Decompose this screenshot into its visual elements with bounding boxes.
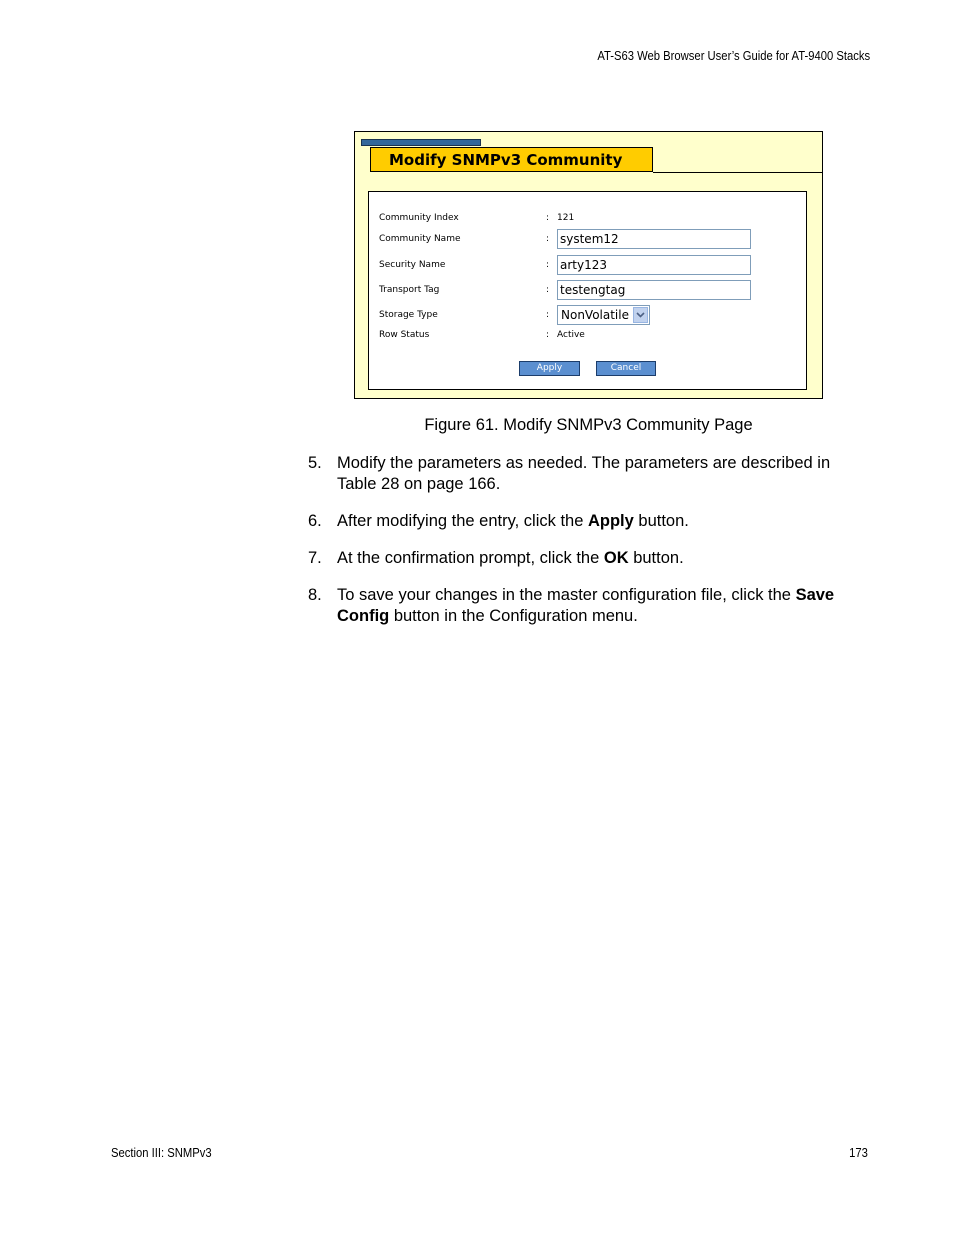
- step-item: [308, 511, 868, 532]
- community-index-row: [369, 207, 806, 229]
- modify-snmpv3-community-figure: [354, 131, 823, 399]
- transport-tag-input[interactable]: [557, 280, 751, 300]
- security-name-row: [369, 254, 806, 276]
- step-text: At the confirmation prompt, click the: [337, 549, 604, 567]
- community-index-value: 121: [557, 213, 575, 223]
- step-item: [308, 548, 868, 569]
- row-status-row: [369, 324, 806, 346]
- transport-tag-label: Transport Tag: [379, 285, 440, 295]
- step-text-bold: Save Config: [337, 586, 835, 625]
- instruction-steps: [308, 453, 868, 643]
- page-title: Modify SNMPv3 Community: [370, 147, 653, 172]
- community-name-input[interactable]: [557, 229, 751, 249]
- row-status-value: Active: [557, 330, 585, 340]
- step-number: 7.: [308, 549, 322, 567]
- form-panel: [368, 191, 807, 390]
- field-colon: :: [546, 285, 550, 295]
- step-number: 8.: [308, 586, 322, 604]
- storage-type-label: Storage Type: [379, 310, 438, 320]
- step-text: button in the Configuration menu.: [389, 607, 638, 625]
- footer-section-label: Section III: SNMPv3: [111, 1146, 212, 1160]
- community-name-label: Community Name: [379, 234, 461, 244]
- step-text: After modifying the entry, click the: [337, 512, 588, 530]
- field-colon: :: [546, 310, 550, 320]
- field-colon: :: [546, 330, 550, 340]
- step-text: Modify the parameters as needed. The parameters are described in Table 28 on page 166.: [337, 454, 831, 493]
- community-name-row: [369, 228, 806, 250]
- transport-tag-row: [369, 279, 806, 301]
- row-status-label: Row Status: [379, 330, 430, 340]
- step-text-bold: Apply: [587, 512, 634, 530]
- storage-type-row: [369, 304, 806, 326]
- cancel-button[interactable]: Cancel: [596, 361, 656, 376]
- step-number: 5.: [308, 454, 322, 472]
- step-number: 6.: [308, 512, 322, 530]
- security-name-label: Security Name: [379, 260, 446, 270]
- page-number: 173: [849, 1146, 868, 1160]
- field-colon: :: [546, 260, 550, 270]
- field-colon: :: [546, 234, 550, 244]
- chevron-down-icon[interactable]: [633, 307, 648, 323]
- storage-type-select[interactable]: [557, 305, 650, 325]
- title-divider: [653, 172, 822, 173]
- step-text: button.: [628, 549, 684, 567]
- title-tab-top-bar: [361, 139, 481, 146]
- storage-type-selected-value: NonVolatile: [561, 308, 629, 322]
- step-text: button.: [633, 512, 689, 530]
- step-item: [308, 585, 868, 627]
- security-name-input[interactable]: [557, 255, 751, 275]
- step-text-bold: OK: [603, 549, 629, 567]
- apply-button[interactable]: Apply: [519, 361, 580, 376]
- step-text: To save your changes in the master configuration file, click the: [337, 586, 796, 604]
- figure-caption: Figure 61. Modify SNMPv3 Community Page: [424, 416, 753, 434]
- step-item: [308, 453, 868, 495]
- field-colon: :: [546, 213, 550, 223]
- running-header: AT-S63 Web Browser User’s Guide for AT-9400 Stacks: [597, 49, 870, 63]
- community-index-label: Community Index: [379, 213, 459, 223]
